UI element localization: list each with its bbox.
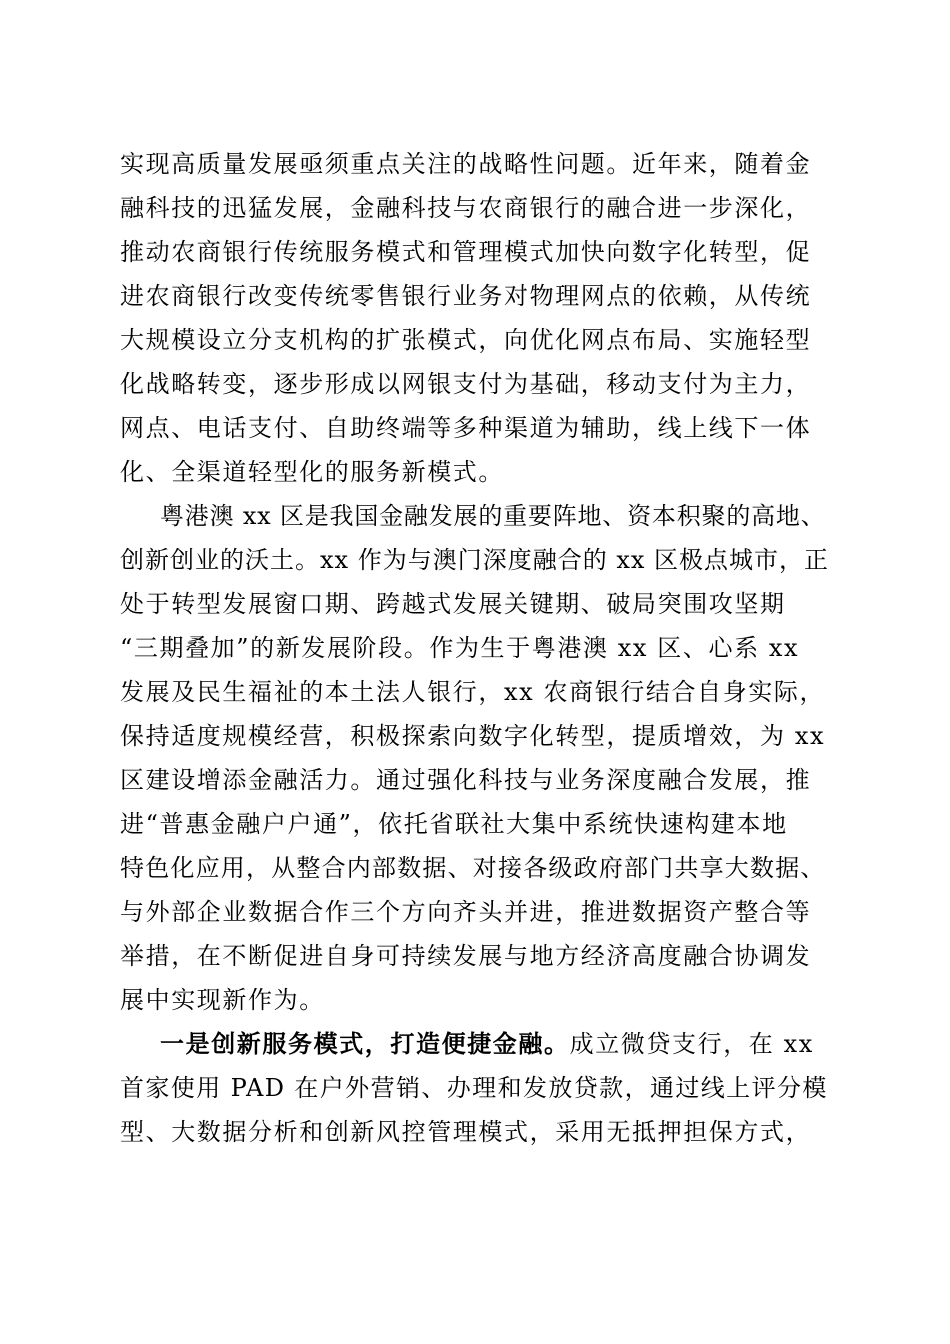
paragraph-1-line-8: 化、全渠道轻型化的服务新模式。 xyxy=(120,458,504,486)
paragraph-2-line-6: 保持适度规模经营，积极探索向数字化转型，提质增效，为 xx xyxy=(120,722,826,750)
paragraph-1-line-2: 融科技的迅猛发展，金融科技与农商银行的融合进一步深化， xyxy=(120,194,812,222)
paragraph-2-line-7: 区建设增添金融活力。通过强化科技与业务深度融合发展，推 xyxy=(120,766,812,794)
paragraph-1-line-3: 推动农商银行传统服务模式和管理模式加快向数字化转型，促 xyxy=(120,238,812,266)
paragraph-2-line-11: 举措，在不断促进自身可持续发展与地方经济高度融合协调发 xyxy=(120,942,812,970)
paragraph-2-line-3: 处于转型发展窗口期、跨越式发展关键期、破局突围攻坚期 xyxy=(120,590,786,618)
paragraph-3-line-3: 型、大数据分析和创新风控管理模式，采用无抵押担保方式， xyxy=(120,1118,812,1146)
paragraph-3-line-2: 首家使用 PAD 在户外营销、办理和发放贷款，通过线上评分模 xyxy=(120,1074,828,1102)
paragraph-2-line-10: 与外部企业数据合作三个方向齐头并进，推进数据资产整合等 xyxy=(120,898,812,926)
paragraph-2-line-1: 粤港澳 xx 区是我国金融发展的重要阵地、资本积聚的高地、 xyxy=(160,502,826,530)
paragraph-1-line-4: 进农商银行改变传统零售银行业务对物理网点的依赖，从传统 xyxy=(120,282,812,310)
paragraph-1-line-7: 网点、电话支付、自助终端等多种渠道为辅助，线上线下一体 xyxy=(120,414,812,442)
paragraph-3-line-1-text: 成立微贷支行，在 xx xyxy=(569,1030,814,1058)
paragraph-2-line-12: 展中实现新作为。 xyxy=(120,986,325,1014)
paragraph-2-line-2: 创新创业的沃土。xx 作为与澳门深度融合的 xx 区极点城市，正 xyxy=(120,546,830,574)
paragraph-3-line-1 xyxy=(160,1022,814,1066)
paragraph-1-line-1: 实现高质量发展亟须重点关注的战略性问题。近年来，随着金 xyxy=(120,150,812,178)
paragraph-1-line-5: 大规模设立分支机构的扩张模式，向优化网点布局、实施轻型 xyxy=(120,326,812,354)
paragraph-1-line-6: 化战略转变，逐步形成以网银支付为基础，移动支付为主力， xyxy=(120,370,812,398)
paragraph-2-line-9: 特色化应用，从整合内部数据、对接各级政府部门共享大数据、 xyxy=(120,854,826,882)
paragraph-2-line-4: “三期叠加”的新发展阶段。作为生于粤港澳 xx 区、心系 xx xyxy=(120,634,800,662)
paragraph-3-lead-heading: 一是创新服务模式，打造便捷金融。 xyxy=(160,1029,570,1058)
paragraph-2-line-5: 发展及民生福祉的本土法人银行，xx 农商银行结合自身实际， xyxy=(120,678,826,706)
paragraph-2-line-8: 进“普惠金融户户通”，依托省联社大集中系统快速构建本地 xyxy=(120,810,788,838)
